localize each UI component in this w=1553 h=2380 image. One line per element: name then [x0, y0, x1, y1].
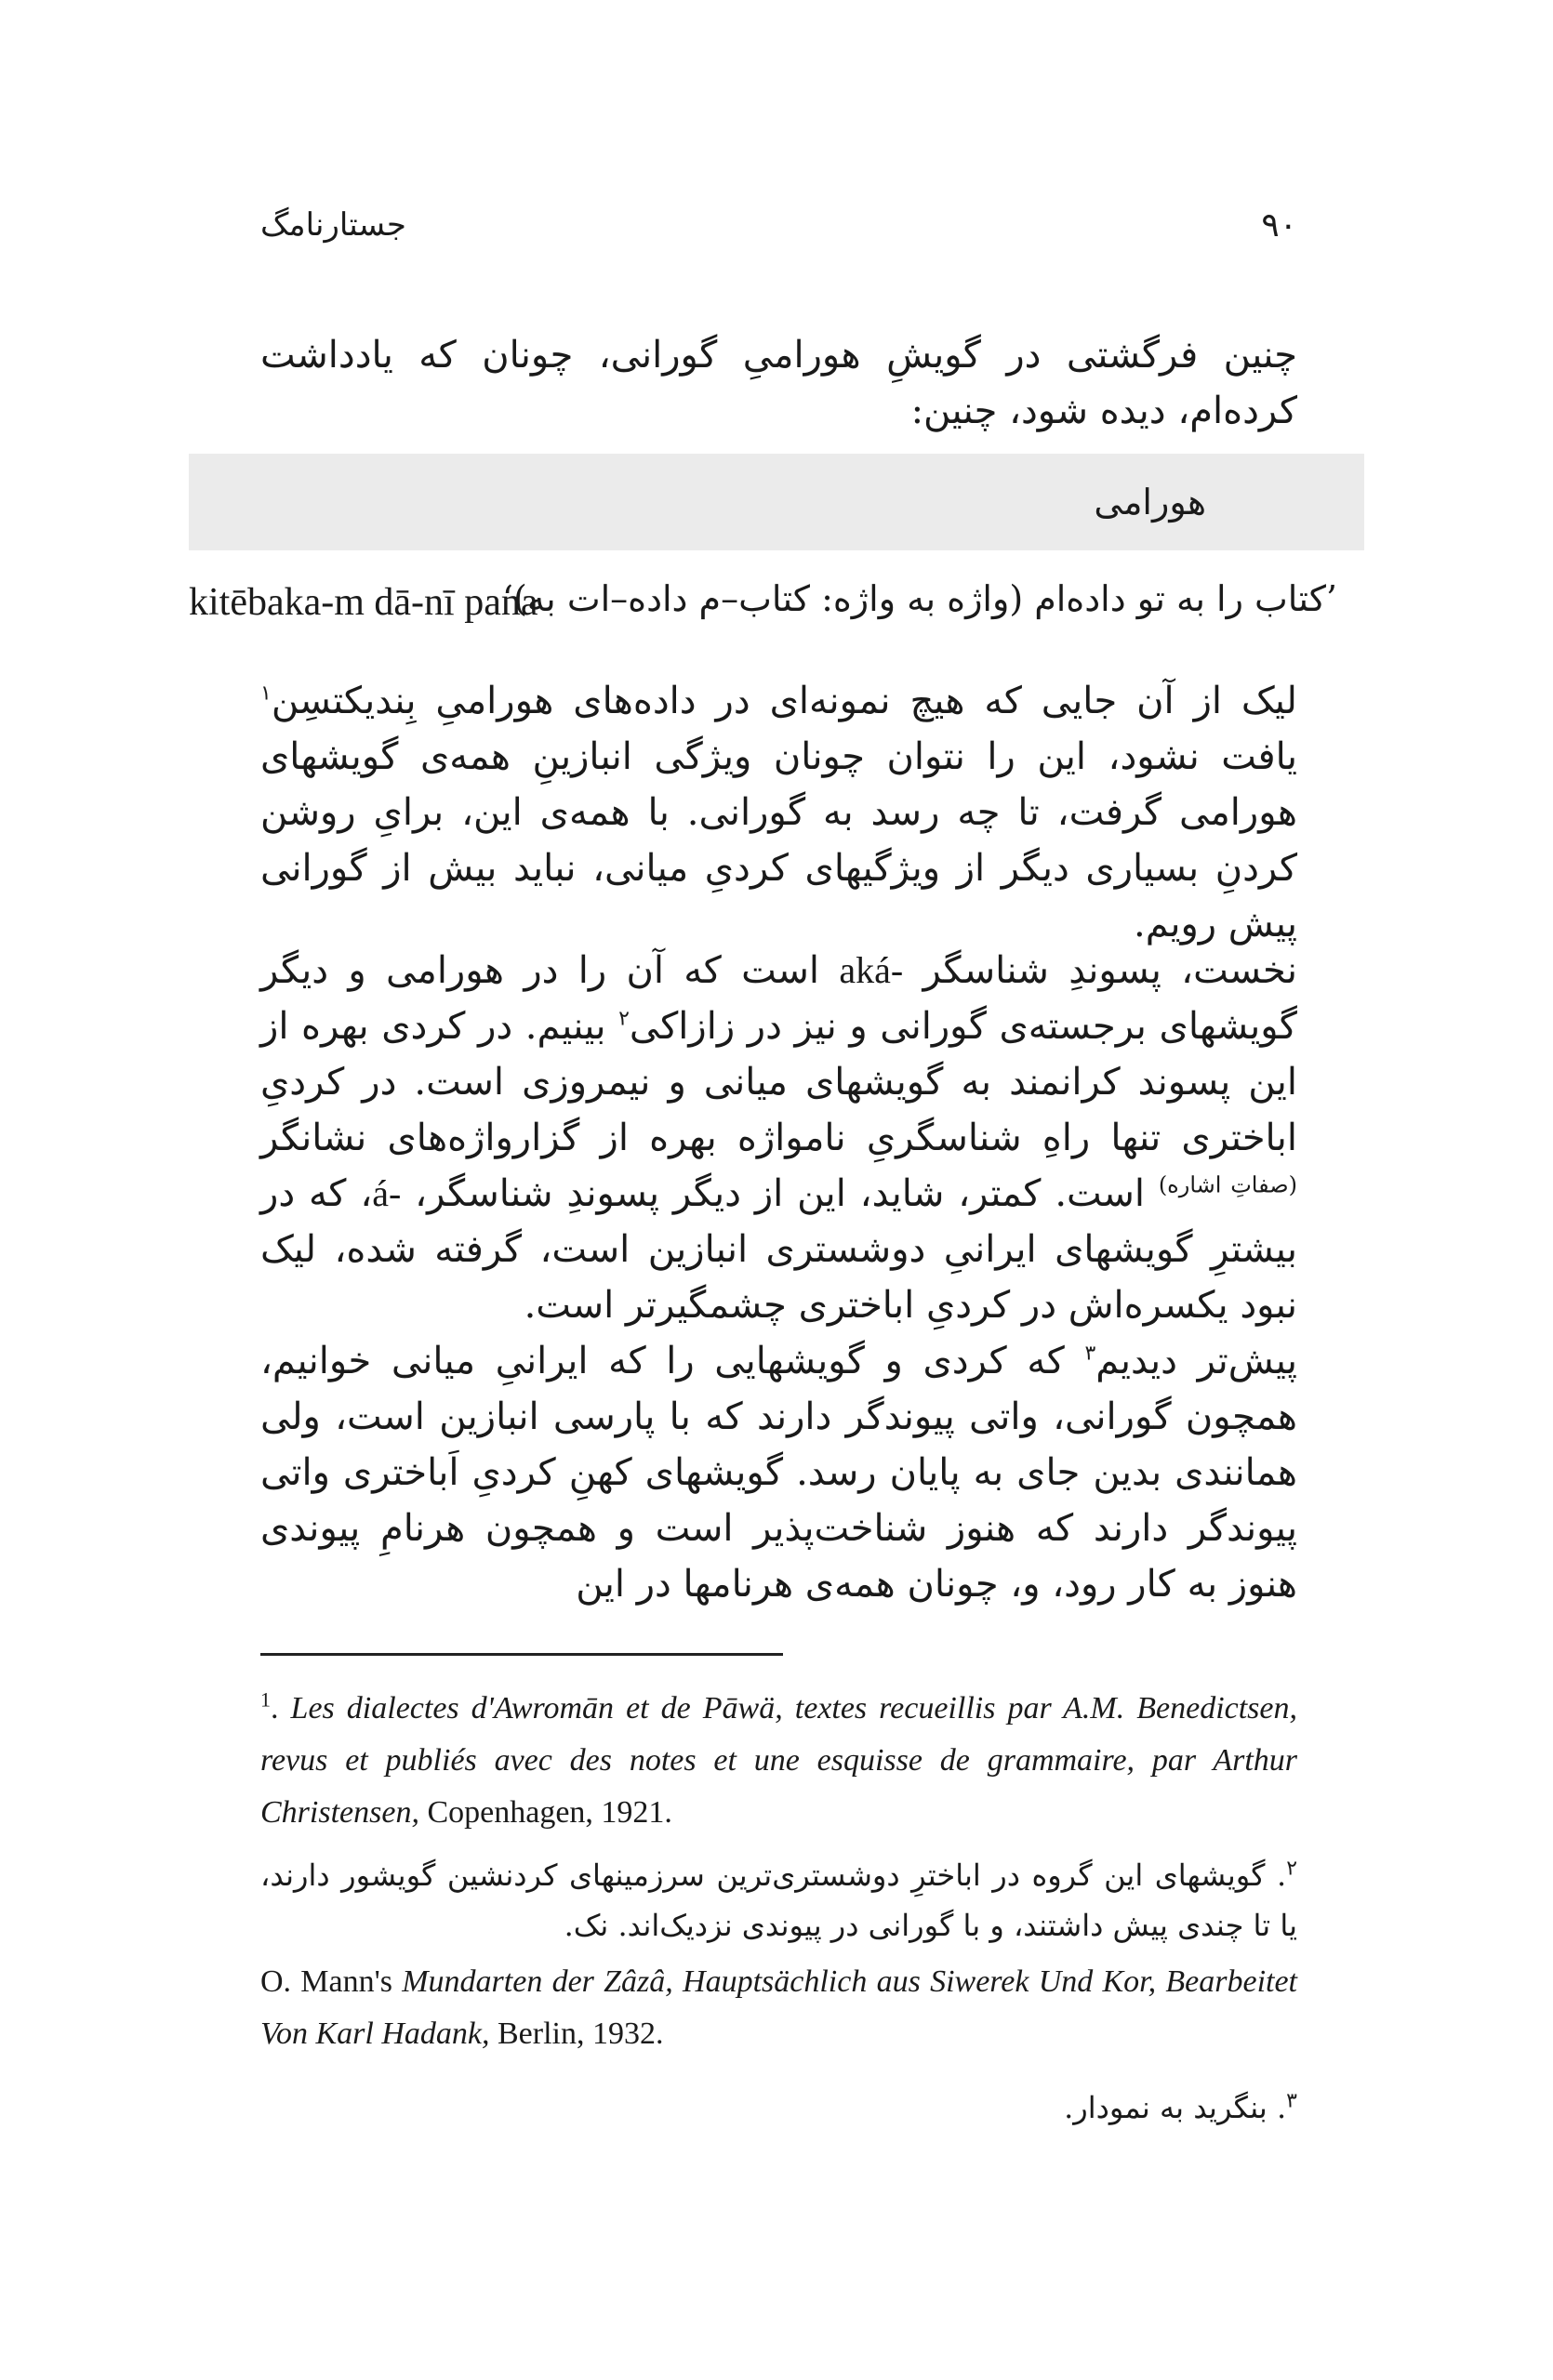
paragraph-3: [260, 1333, 1297, 1612]
paragraph-1-text-a: لیک از آن جایی که هیچ نمونه‌ای در داده‌های هورامیِ بِندیکتسِن: [271, 680, 1297, 722]
example-gloss: ’کتاب را به تو داده‌ام (واژه به واژه: کتاب–م داده–ات به)‘: [501, 578, 1337, 619]
footnote-3: [260, 2082, 1297, 2133]
intro-paragraph: [260, 327, 1297, 439]
footnote-1-dot: .: [271, 1691, 291, 1726]
footnote-3-text: . بنگرید به نمودار.: [1064, 2090, 1287, 2125]
example-sentence: [189, 576, 1337, 632]
paragraph-1-text-b: یافت نشود، این را نتوان چونان ویژگی انبازینِ همه‌ی گویشهای هورامی گرفت، تا چه رسد به گورانی. با همه‌ی این، برایِ روشن کردنِ بسیاری دیگر از ویژگیهای کردیِ میانی، نباید بیش از گورانی پیش رویم.: [260, 735, 1298, 945]
paragraph-2-text-a: نخست، پسوندِ شناسگر: [903, 949, 1297, 992]
example-transliteration: kitēbaka-m dā-nī pana: [189, 581, 538, 624]
paragraph-1: [260, 673, 1297, 952]
inline-small-note: (صفاتِ اشاره): [1158, 1171, 1297, 1198]
dialect-label-box: [189, 454, 1364, 550]
term-aka: aká-: [839, 949, 904, 991]
running-head: [260, 206, 1297, 262]
footnote-3-number: ۳: [1286, 2089, 1297, 2113]
paragraph-2-text-c: بینیم. در کردی بهره از این پسوند کرانمند به گویشهای میانی و نیمروزی است. در کردیِ اباختری تنها راهِ شناسگریِ نامواژه بهره از گزارواژه‌های نشانگر: [260, 1005, 1297, 1159]
footnote-2-ref-rest: Berlin, 1932.: [489, 2016, 664, 2051]
paragraph-2-text-d: است. کمتر، شاید، این از دیگر پسوندِ شناسگر،: [401, 1172, 1159, 1215]
intro-text: چنین فرگشتی در گویشِ هورامیِ گورانی، چونان که یادداشت کرده‌ام، دیده شود، چنین:: [260, 334, 1297, 432]
footnote-divider: [260, 1653, 783, 1656]
footnote-ref-1[interactable]: ۱: [260, 681, 272, 706]
footnote-2: [260, 1850, 1297, 1950]
paragraph-2-text-b: است که آن را در هورامی و دیگر گویشهای برجسته‌ی گورانی و نیز در زازاکی: [260, 949, 1297, 1048]
footnote-2-number: ۲: [1286, 1857, 1298, 1881]
footnote-2-ref-italic: Mundarten der Zâzâ, Hauptsächlich aus Siwerek Und Kor, Bearbeitet Von Karl Hadank,: [260, 1964, 1297, 2051]
running-head-title: جستارنامگ: [260, 206, 406, 244]
footnote-2-reference: [260, 1956, 1297, 2060]
paragraph-3-text-b: که کردی و گویشهایی را که ایرانیِ میانی خوانیم، همچون گورانی، واتی پیوندگر دارند که با پارسی انبازین است، ولی همانندی بدین جای به پایان رسد. گویشهای کهنِ کردیِ اَباختری واتی پیوندگر دارند که هنوز شناخت‌پذیر است و همچون هرنامِ پیوندی هنوز به کار رود، و، چونان همه‌ی هرنامها در این: [260, 1340, 1297, 1606]
footnote-2-ref-prefix: O. Mann's: [260, 1964, 403, 1999]
paragraph-2-text-e: ، که در بیشترِ گویشهای ایرانیِ دوشستری انبازین است، گرفته شده، لیک نبود یکسره‌اش در کردیِ اباختری چشمگیرتر است.: [260, 1172, 1297, 1327]
footnote-1-number: 1: [260, 1687, 271, 1712]
paragraph-2: [260, 943, 1297, 1333]
footnote-2-text: . گویشهای این گروه در اباخترِ دوشستری‌ترین سرزمینهای کردنشین گویشور دارند، یا تا چندی پیش داشتند، و با گورانی در پیوندی نزدیک‌اند. نک.: [260, 1858, 1297, 1943]
footnote-1-italic: Les dialectes d'Awromān et de Pāwä, textes recueillis par A.M. Benedictsen, revus et publiés avec des notes et une esquisse de grammaire, par Arthur Christensen,: [260, 1691, 1298, 1830]
footnote-1: [260, 1683, 1297, 1839]
footnote-1-rest: Copenhagen, 1921.: [418, 1795, 672, 1830]
page-number: ۹۰: [1261, 206, 1297, 245]
term-a: á-: [372, 1172, 402, 1214]
dialect-label: هورامی: [1094, 482, 1206, 522]
paragraph-3-text-a: پیش‌تر دیدیم: [1095, 1340, 1297, 1382]
footnote-ref-3[interactable]: ۳: [1084, 1342, 1096, 1366]
footnote-ref-2[interactable]: ۲: [618, 1007, 630, 1031]
